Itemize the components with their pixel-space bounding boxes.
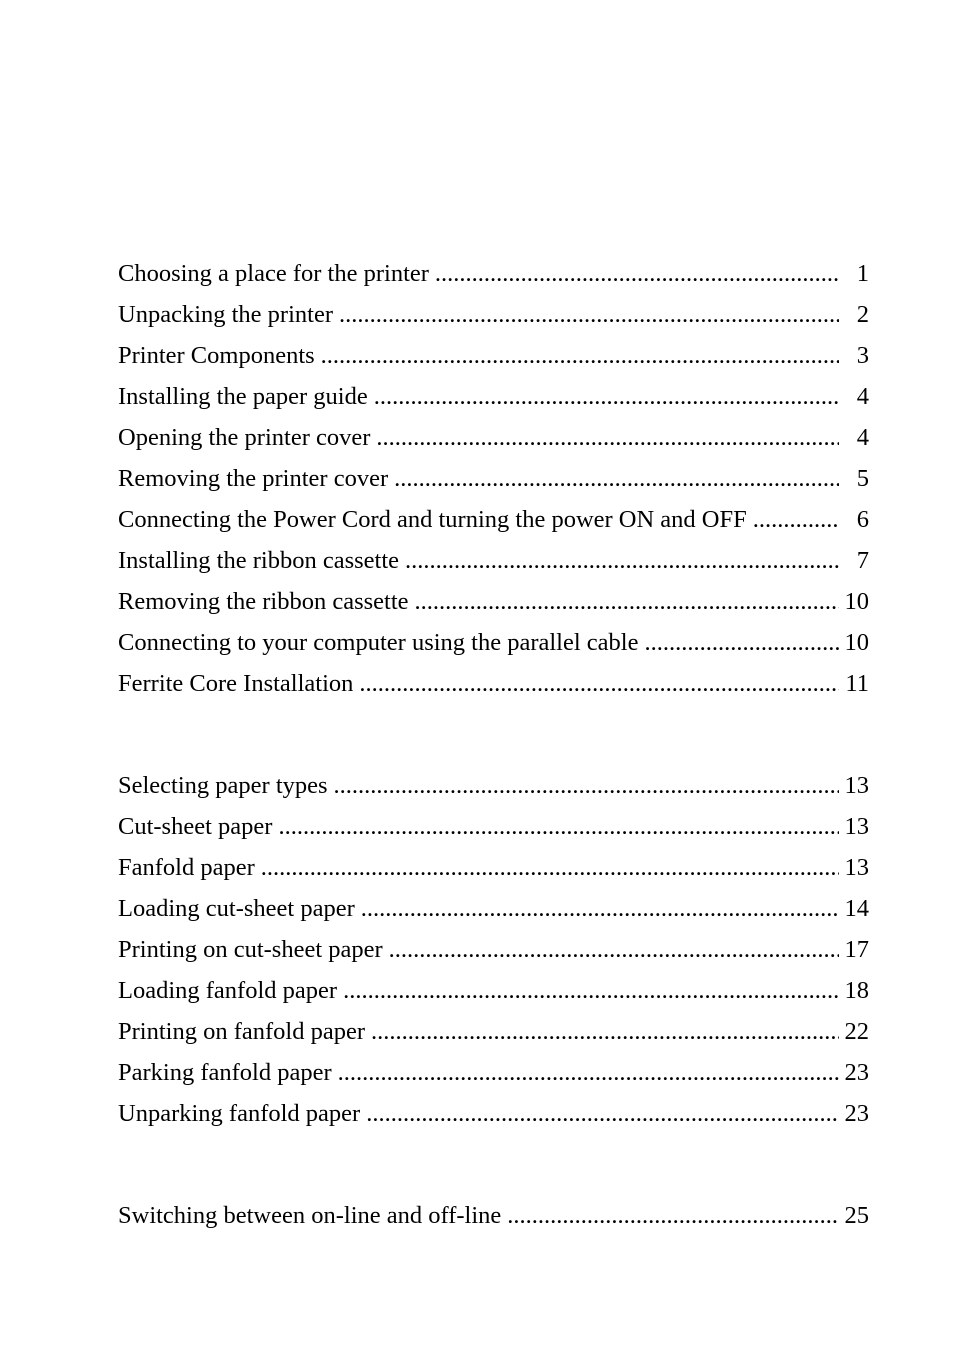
toc-entry-title: Unparking fanfold paper (118, 1100, 361, 1127)
toc-entry-title: Choosing a place for the printer (118, 260, 429, 287)
toc-entry-page-number: 18 (844, 977, 869, 1004)
toc-entry-page-number: 1 (856, 260, 869, 287)
dot-leader (507, 1195, 839, 1236)
table-of-contents (118, 253, 869, 1236)
toc-entry[interactable] (118, 970, 869, 1011)
toc-entry-title: Selecting paper types (118, 772, 328, 799)
dot-leader (334, 765, 839, 806)
dot-leader (338, 1052, 839, 1093)
toc-entry[interactable] (118, 581, 869, 622)
toc-entry[interactable] (118, 622, 869, 663)
toc-entry-title: Fanfold paper (118, 854, 255, 881)
toc-entry-title: Installing the ribbon cassette (118, 547, 399, 574)
toc-entry-page-number: 4 (856, 383, 869, 410)
toc-entry-title: Connecting to your computer using the parallel cable (118, 629, 639, 656)
dot-leader (321, 335, 839, 376)
toc-entry-page-number: 13 (844, 772, 869, 799)
dot-leader (339, 294, 839, 335)
toc-entry-title: Removing the printer cover (118, 465, 389, 492)
dot-leader (435, 253, 839, 294)
toc-entry-page-number: 11 (845, 670, 869, 697)
toc-entry-title: Loading cut-sheet paper (118, 895, 355, 922)
toc-entry-page-number: 4 (856, 424, 869, 451)
toc-entry[interactable] (118, 1195, 869, 1236)
toc-entry[interactable] (118, 458, 869, 499)
dot-leader (374, 376, 839, 417)
toc-entry[interactable] (118, 417, 869, 458)
toc-entry[interactable] (118, 765, 869, 806)
dot-leader (366, 1093, 839, 1134)
dot-leader (371, 1011, 839, 1052)
toc-section (118, 765, 869, 1134)
toc-entry-title: Removing the ribbon cassette (118, 588, 409, 615)
dot-leader (261, 847, 839, 888)
toc-entry-title: Loading fanfold paper (118, 977, 338, 1004)
toc-entry-page-number: 3 (856, 342, 869, 369)
toc-entry[interactable] (118, 888, 869, 929)
dot-leader (405, 540, 839, 581)
toc-entry-page-number: 10 (844, 629, 869, 656)
toc-entry[interactable] (118, 376, 869, 417)
toc-entry-page-number: 13 (844, 813, 869, 840)
dot-leader (343, 970, 839, 1011)
toc-entry-title: Unpacking the printer (118, 301, 333, 328)
toc-entry-page-number: 23 (844, 1059, 869, 1086)
toc-entry-title: Connecting the Power Cord and turning the power ON and OFF (118, 506, 747, 533)
toc-entry-page-number: 14 (844, 895, 869, 922)
toc-entry-title: Switching between on-line and off-line (118, 1202, 502, 1229)
toc-entry-title: Installing the paper guide (118, 383, 368, 410)
toc-entry-page-number: 22 (844, 1018, 869, 1045)
toc-entry-page-number: 2 (856, 301, 869, 328)
toc-entry-page-number: 23 (844, 1100, 869, 1127)
toc-entry[interactable] (118, 806, 869, 847)
toc-entry[interactable] (118, 663, 869, 704)
toc-entry[interactable] (118, 335, 869, 376)
toc-entry-page-number: 6 (856, 506, 869, 533)
toc-entry-page-number: 25 (844, 1202, 869, 1229)
toc-entry-page-number: 17 (844, 936, 869, 963)
dot-leader (644, 622, 839, 663)
toc-entry-page-number: 5 (856, 465, 869, 492)
dot-leader (415, 581, 839, 622)
dot-leader (361, 888, 839, 929)
toc-entry-title: Ferrite Core Installation (118, 670, 354, 697)
toc-entry[interactable] (118, 1011, 869, 1052)
dot-leader (389, 929, 839, 970)
toc-entry[interactable] (118, 294, 869, 335)
toc-entry[interactable] (118, 847, 869, 888)
toc-entry[interactable] (118, 929, 869, 970)
toc-entry-title: Printing on fanfold paper (118, 1018, 365, 1045)
toc-entry-title: Opening the printer cover (118, 424, 371, 451)
toc-section (118, 253, 869, 704)
toc-entry[interactable] (118, 1052, 869, 1093)
dot-leader (394, 458, 839, 499)
dot-leader (753, 499, 839, 540)
dot-leader (278, 806, 839, 847)
toc-entry-title: Printer Components (118, 342, 315, 369)
toc-entry-page-number: 7 (856, 547, 869, 574)
toc-entry[interactable] (118, 540, 869, 581)
dot-leader (376, 417, 839, 458)
toc-entry[interactable] (118, 1093, 869, 1134)
toc-entry[interactable] (118, 499, 869, 540)
toc-entry-page-number: 13 (844, 854, 869, 881)
toc-entry-title: Parking fanfold paper (118, 1059, 332, 1086)
toc-entry[interactable] (118, 253, 869, 294)
toc-entry-title: Printing on cut-sheet paper (118, 936, 383, 963)
dot-leader (359, 663, 839, 704)
toc-entry-page-number: 10 (844, 588, 869, 615)
toc-entry-title: Cut-sheet paper (118, 813, 273, 840)
toc-section (118, 1195, 869, 1236)
